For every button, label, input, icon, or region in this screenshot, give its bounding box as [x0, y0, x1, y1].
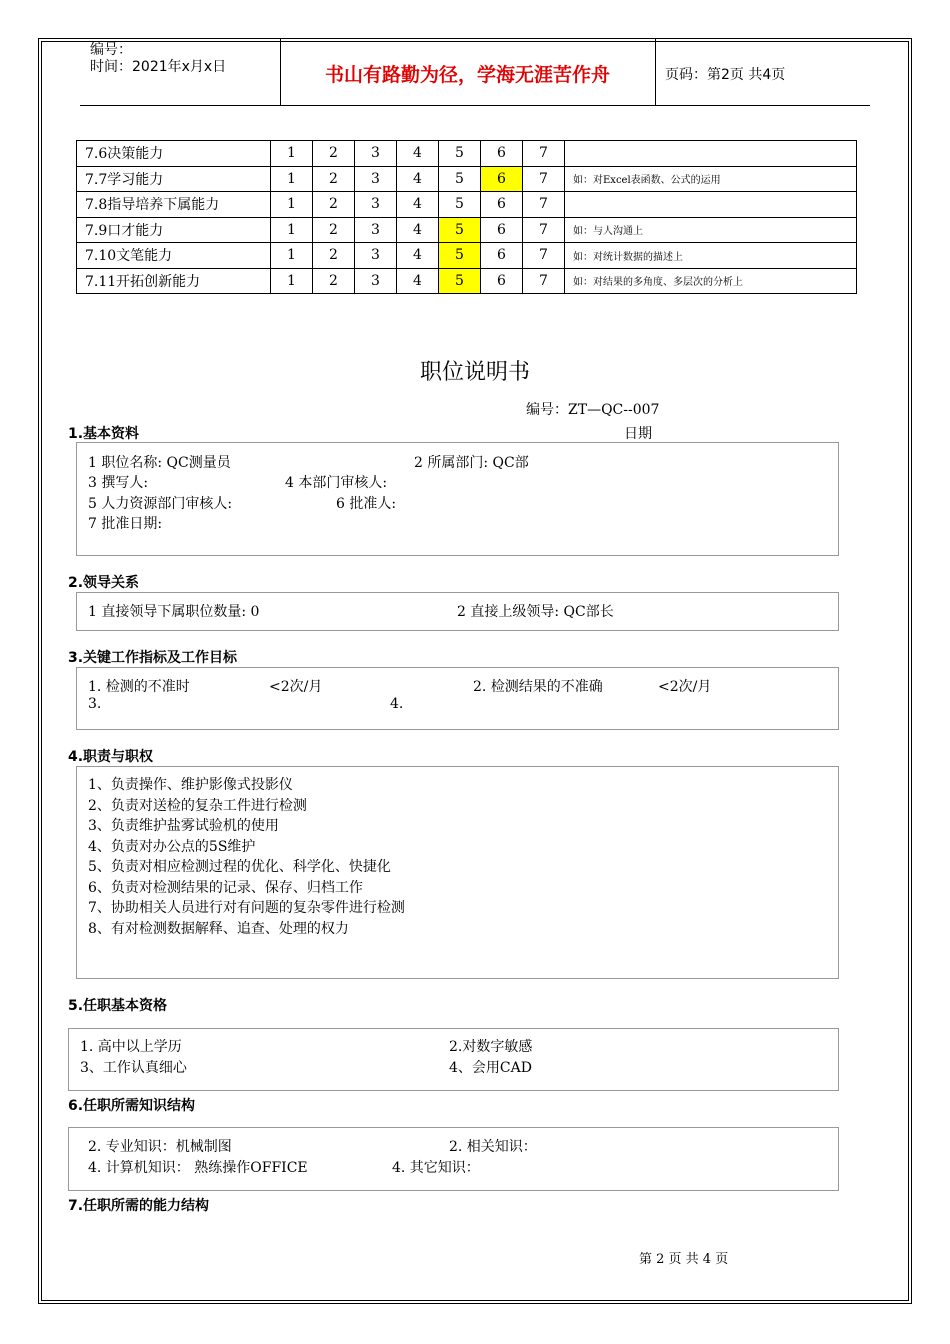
duty-item: 8、有对检测数据解释、追查、处理的权力	[88, 920, 349, 937]
knowledge-other: 4. 其它知识：	[392, 1160, 480, 1176]
ability-score: 2	[313, 141, 355, 167]
header-motto: 书山有路勤为径，学海无涯苦作舟	[324, 64, 610, 86]
knowledge-related: 2. 相关知识：	[449, 1139, 537, 1155]
ability-score: 1	[271, 268, 313, 294]
header-divider	[655, 38, 656, 105]
section-heading-duties: 4.职责与职权	[68, 749, 154, 765]
approver: 6 批准人:	[336, 496, 397, 512]
ability-note: 如：对Excel表函数、公式的运用	[565, 166, 857, 192]
ability-row	[77, 268, 857, 294]
ability-score: 4	[397, 243, 439, 269]
ability-score: 6	[481, 217, 523, 243]
header-left	[90, 42, 226, 76]
duties-box	[76, 766, 839, 979]
knowledge-box	[68, 1127, 839, 1191]
document-number: 编号：ZT—QC--007	[526, 402, 660, 418]
ability-note	[565, 192, 857, 218]
ability-score: 7	[523, 268, 565, 294]
section-heading-kpi: 3.关键工作指标及工作目标	[68, 650, 238, 666]
ability-score: 7	[523, 192, 565, 218]
section-heading-qualifications: 5.任职基本资格	[68, 998, 168, 1014]
kpi-2-label: 2. 检测结果的不准确	[473, 679, 603, 695]
ability-note: 如：与人沟通上	[565, 217, 857, 243]
ability-note: 如：对统计数据的描述上	[565, 243, 857, 269]
document-date: 日期	[624, 426, 652, 442]
basic-info-box	[76, 442, 839, 556]
subordinate-count: 1 直接领导下属职位数量: 0	[88, 604, 260, 620]
ability-score: 2	[313, 192, 355, 218]
ability-score: 6	[481, 268, 523, 294]
department: 2 所属部门: QC部	[414, 455, 529, 471]
ability-name: 7.8指导培养下属能力	[77, 192, 271, 218]
ability-score: 4	[397, 268, 439, 294]
ability-row	[77, 192, 857, 218]
knowledge-professional: 2. 专业知识：机械制图	[88, 1139, 232, 1155]
section-heading-abilities: 7.任职所需的能力结构	[68, 1198, 210, 1214]
ability-row	[77, 141, 857, 167]
qualification-4: 4、会用CAD	[449, 1060, 532, 1076]
ability-score: 3	[355, 217, 397, 243]
qualification-3: 3、工作认真细心	[80, 1060, 187, 1076]
kpi-2-target: <2次/月	[658, 679, 712, 695]
page-header	[80, 38, 870, 106]
kpi-4-label: 4.	[390, 696, 404, 712]
leadership-box	[76, 592, 839, 631]
writer: 3 撰写人:	[88, 475, 149, 491]
ability-score-selected: 6	[481, 166, 523, 192]
duty-item: 3、负责维护盐雾试验机的使用	[88, 818, 279, 834]
ability-score: 1	[271, 243, 313, 269]
ability-score: 2	[313, 268, 355, 294]
kpi-1-label: 1. 检测的不准时	[88, 679, 190, 695]
ability-name: 7.11开拓创新能力	[77, 268, 271, 294]
ability-table	[76, 140, 857, 294]
ability-score: 2	[313, 166, 355, 192]
kpi-3-label: 3.	[88, 696, 102, 712]
ability-score: 4	[397, 166, 439, 192]
header-page-number: 页码：第2页 共4页	[665, 67, 786, 83]
ability-score: 6	[481, 192, 523, 218]
duty-item: 1、负责操作、维护影像式投影仪	[88, 777, 293, 793]
ability-score: 4	[397, 141, 439, 167]
direct-superior: 2 直接上级领导: QC部长	[457, 604, 614, 620]
ability-score: 7	[523, 141, 565, 167]
ability-score: 6	[481, 141, 523, 167]
ability-note: 如：对结果的多角度、多层次的分析上	[565, 268, 857, 294]
ability-note	[565, 141, 857, 167]
ability-score: 1	[271, 217, 313, 243]
dept-reviewer: 4 本部门审核人:	[285, 475, 388, 491]
ability-score: 7	[523, 166, 565, 192]
ability-score: 3	[355, 268, 397, 294]
ability-row	[77, 217, 857, 243]
header-number: 编号：	[90, 42, 132, 58]
section-heading-basic-info: 1.基本资料	[68, 426, 140, 442]
ability-score: 3	[355, 166, 397, 192]
duty-item: 7、协助相关人员进行对有问题的复杂零件进行检测	[88, 900, 405, 916]
ability-score: 1	[271, 192, 313, 218]
ability-score-selected: 5	[439, 217, 481, 243]
ability-score: 5	[439, 141, 481, 167]
ability-name: 7.6决策能力	[77, 141, 271, 167]
page-footer: 第 2 页 共 4 页	[639, 1252, 729, 1267]
ability-score: 5	[439, 192, 481, 218]
hr-reviewer: 5 人力资源部门审核人:	[88, 496, 233, 512]
ability-row	[77, 243, 857, 269]
duty-item: 4、负责对办公点的5S维护	[88, 838, 256, 855]
section-heading-leadership: 2.领导关系	[68, 575, 140, 591]
ability-score: 4	[397, 217, 439, 243]
document-title: 职位说明书	[419, 360, 530, 385]
kpi-box	[76, 667, 839, 730]
approve-date: 7 批准日期:	[88, 516, 163, 532]
duty-item: 6、负责对检测结果的记录、保存、归档工作	[88, 879, 363, 896]
kpi-1-target: <2次/月	[269, 679, 323, 695]
ability-score: 1	[271, 141, 313, 167]
ability-score: 3	[355, 243, 397, 269]
ability-score-selected: 5	[439, 243, 481, 269]
ability-name: 7.9口才能力	[77, 217, 271, 243]
ability-row	[77, 166, 857, 192]
ability-score: 5	[439, 166, 481, 192]
ability-score: 2	[313, 243, 355, 269]
ability-score: 4	[397, 192, 439, 218]
header-date: 时间：2021年x月x日	[90, 59, 227, 75]
ability-score: 6	[481, 243, 523, 269]
qualifications-box	[68, 1028, 839, 1091]
duty-item: 5、负责对相应检测过程的优化、科学化、快捷化	[88, 859, 391, 875]
qualification-1: 1. 高中以上学历	[80, 1039, 182, 1055]
ability-score: 7	[523, 243, 565, 269]
ability-score: 7	[523, 217, 565, 243]
ability-score: 3	[355, 141, 397, 167]
ability-name: 7.10文笔能力	[77, 243, 271, 269]
ability-score: 3	[355, 192, 397, 218]
qualification-2: 2.对数字敏感	[449, 1039, 533, 1055]
knowledge-computer: 4. 计算机知识： 熟练操作OFFICE	[88, 1160, 308, 1176]
ability-score-selected: 5	[439, 268, 481, 294]
ability-score: 1	[271, 166, 313, 192]
position-name: 1 职位名称: QC测量员	[88, 455, 231, 471]
duty-item: 2、负责对送检的复杂工件进行检测	[88, 797, 307, 814]
section-heading-knowledge: 6.任职所需知识结构	[68, 1098, 196, 1114]
ability-score: 2	[313, 217, 355, 243]
ability-name: 7.7学习能力	[77, 166, 271, 192]
